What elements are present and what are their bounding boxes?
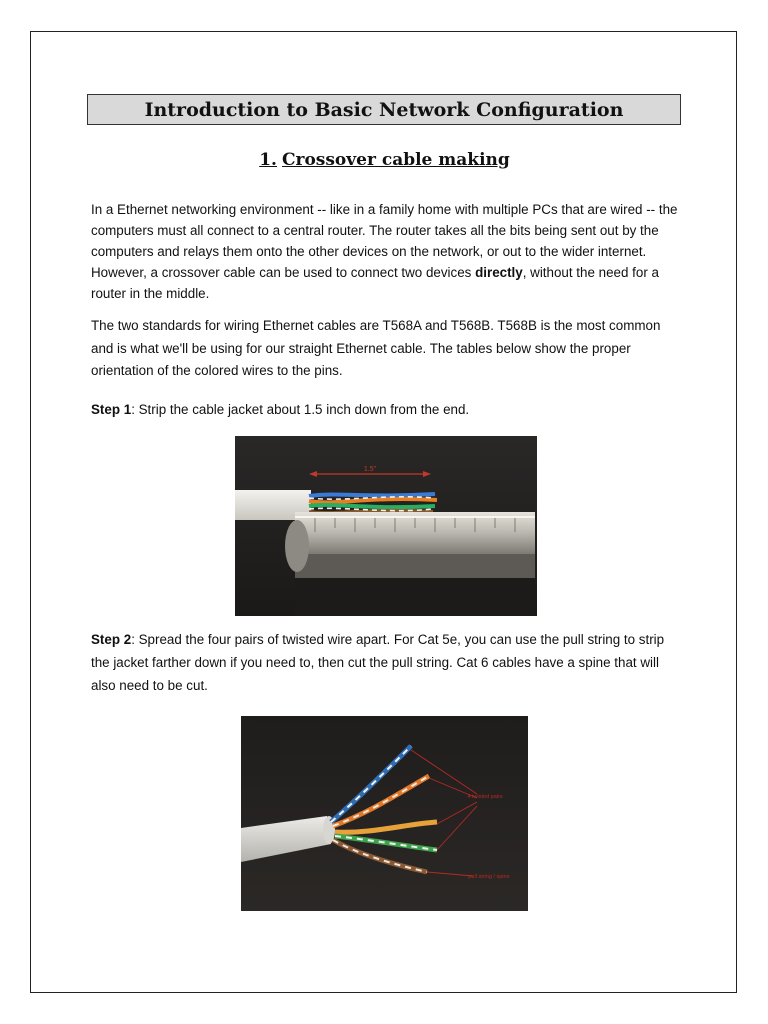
step1-paragraph [91,399,683,420]
intro-emphasis: directly [475,265,523,280]
intro-text-after: , without the need for a router in the middle. [91,265,659,301]
pairs-annotation: 4 twisted pairs [467,794,503,800]
step1-text: : Strip the cable jacket about 1.5 inch down from the end. [131,402,470,417]
section-heading [31,150,738,170]
section-title: Crossover cable making [281,150,510,170]
step1-label: Step 1 [91,402,132,417]
document-page [30,31,737,993]
intro-text-before: In a Ethernet networking environment -- like in a family home with multiple PCs that are wired -- the computers must all connect to a central router. The router takes all the bits being sent out by the computers and relays them onto the other devices on the network, or out to the wider internet. However, a crossover cable can be used to connect two devices [91,202,678,280]
step2-label: Step 2 [91,632,132,647]
measure-label: 1.5" [363,466,377,473]
step2-text: : Spread the four pairs of twisted wire apart. For Cat 5e, you can use the pull string to strip the jacket farther down if you need to, then cut the pull string. Cat 6 cables have a spine that will also need to be cut. [91,632,665,693]
cable-strip-photo [235,436,537,616]
twisted-pairs-photo [241,716,528,911]
standards-paragraph: The two standards for wiring Ethernet cables are T568A and T568B. T568B is the most common and is what we'll be using for our straight Ethernet cable. The tables below show the proper orientation of the colored wires to the pins. [91,318,661,378]
string-annotation: pull string / spine [468,874,510,880]
intro-paragraph [91,199,683,304]
step2-paragraph [91,628,683,697]
section-number: 1. [259,150,277,170]
document-title: Introduction to Basic Network Configuration [144,98,624,121]
document-title-box [87,94,681,125]
